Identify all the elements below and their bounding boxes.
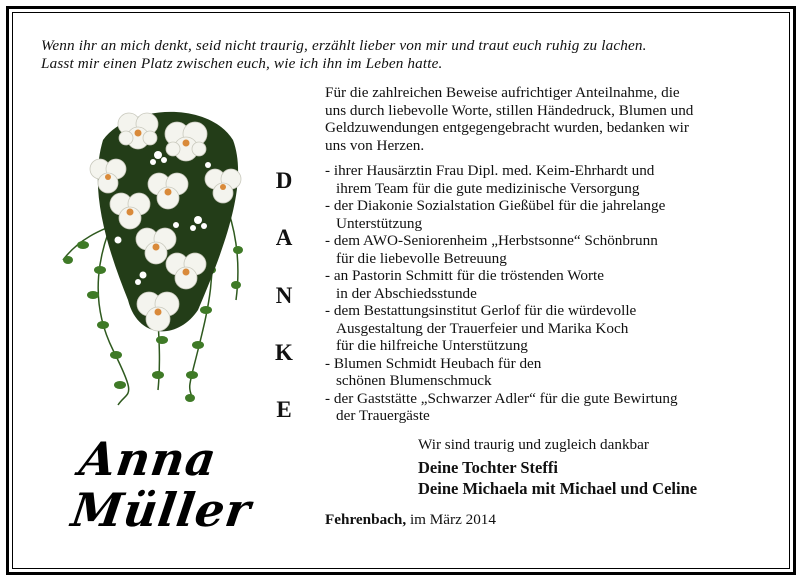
deceased-first-name: Anna [76, 432, 221, 486]
list-item: - ihrer Hausärztin Frau Dipl. med. Keim-Ehrhardt und [325, 162, 655, 179]
list-item: - der Diakonie Sozialstation Gießübel für die jahrelange [325, 197, 666, 214]
deceased-last-name: Müller [68, 483, 255, 537]
place-date [325, 511, 496, 529]
danke-letter: D [275, 168, 293, 193]
danke-letter: A [275, 225, 293, 250]
signature-line: Deine Michaela mit Michael und Celine [418, 479, 698, 498]
list-item: Unterstützung [336, 214, 423, 232]
list-item: in der Abschiedsstunde [336, 284, 477, 302]
intro-line: uns durch liebevolle Worte, stillen Händedruck, Blumen und [325, 101, 694, 119]
list-item: ihrem Team für die gute medizinische Versorgung [336, 179, 640, 197]
list-item: - dem AWO-Seniorenheim „Herbstsonne“ Schönbrunn [325, 232, 658, 249]
danke-letter: E [276, 397, 292, 422]
danke-letter: N [275, 283, 293, 308]
closing-text: Wir sind traurig und zugleich dankbar [418, 436, 649, 453]
danke-letter: K [275, 340, 293, 365]
date-text: im März 2014 [409, 511, 496, 528]
thanks-list [325, 162, 765, 425]
list-item: Ausgestaltung der Trauerfeier und Marika Koch [336, 319, 629, 337]
list-item: der Trauergäste [336, 407, 430, 424]
signature-line: Deine Tochter Steffi [418, 458, 558, 477]
list-item: - dem Bestattungsinstitut Gerlof für die würdevolle [325, 302, 637, 319]
quote-line: Lasst mir einen Platz zwischen euch, wie ich ihn im Leben hatte. [41, 55, 443, 72]
list-item: - an Pastorin Schmitt für die tröstenden Worte [325, 267, 604, 284]
intro-line: Für die zahlreichen Beweise aufrichtiger Anteilnahme, die [325, 84, 680, 101]
list-item: für die liebevolle Betreuung [336, 249, 507, 267]
orchid-bouquet-icon [58, 100, 248, 410]
place-name: Fehrenbach, [325, 511, 407, 528]
list-item: - Blumen Schmidt Heubach für den [325, 354, 542, 372]
list-item: schönen Blumenschmuck [336, 372, 492, 389]
quote [41, 37, 761, 73]
intro-text [325, 84, 755, 154]
list-item: - der Gaststätte „Schwarzer Adler“ für die gute Bewirtung [325, 389, 678, 407]
quote-line: Wenn ihr an mich denkt, seid nicht traurig, erzählt lieber von mir und traut euch ruhig zu lachen. [41, 37, 647, 54]
intro-line: uns von Herzen. [325, 136, 425, 154]
list-item: für die hilfreiche Unterstützung [336, 337, 528, 354]
intro-line: Geldzuwendungen entgegengebracht wurden, bedanken wir [325, 119, 689, 136]
